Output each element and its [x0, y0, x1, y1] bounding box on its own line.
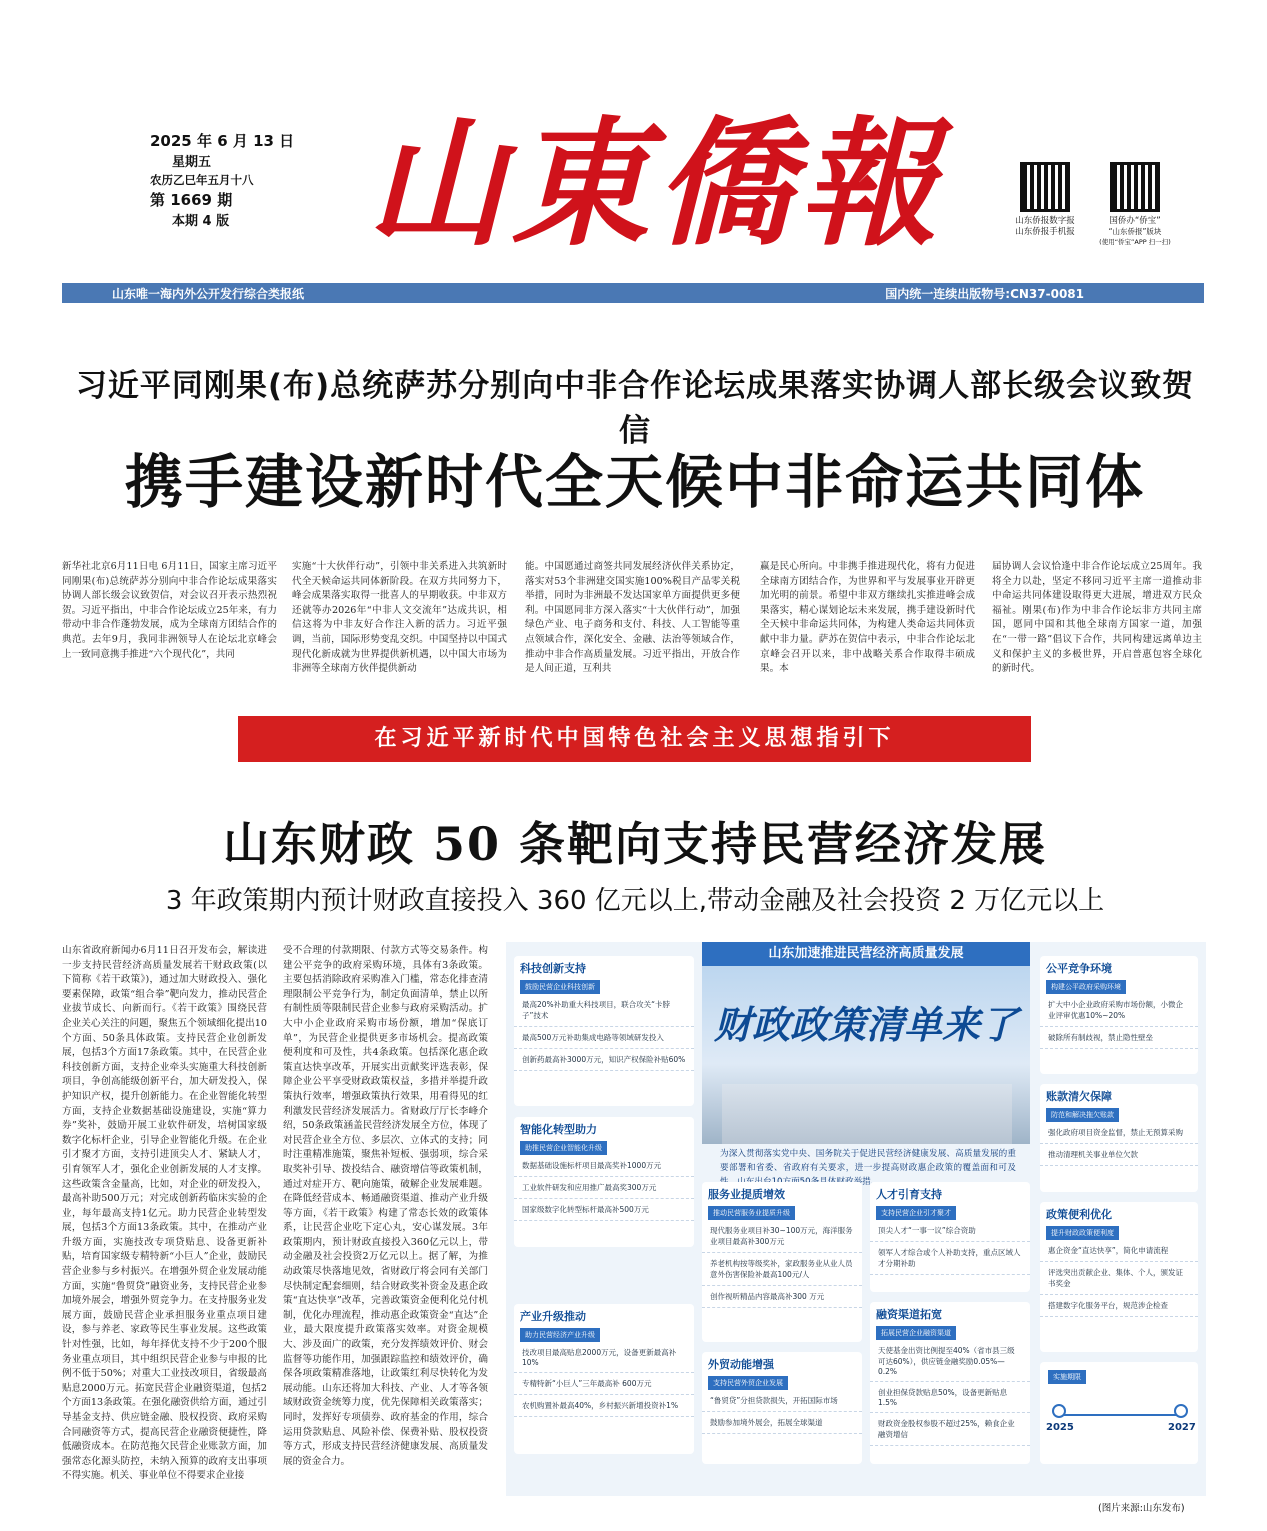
- slogan-bar: [62, 283, 1204, 303]
- list-item: 破除所有制歧视，禁止隐性壁垒: [1040, 1027, 1198, 1049]
- article1-col3: 能。中国愿通过商签共同发展经济伙伴关系协定，落实对53个非洲建交国实施100%税目产品零关税举措，同时为非洲最不发达国家单方面提供更多便利。中国愿同非方深入落实“十大伙伴行动”，加强绿色产业、电子商务和支付、科技、人工智能等重点领域合作，深化安全、金融、法治等领域合作，推动中非合作高质量发展。习近平指出，开放合作是人间正道，互利共: [525, 561, 740, 675]
- period-tag: 实施期限: [1048, 1370, 1086, 1384]
- infographic-top-title: 山东加速推进民营经济高质量发展: [702, 942, 1030, 990]
- qr-block-qiaobao: [1094, 162, 1176, 246]
- list-item: 农机购置补最高40%，乡村振兴新增投资补1%: [514, 1395, 694, 1417]
- panel-talent-title: 人才引育支持: [876, 1188, 942, 1201]
- article1-subhead: 习近平同刚果(布)总统萨苏分别向中非合作论坛成果落实协调人部长级会议致贺信: [75, 368, 1195, 449]
- qr2-label3: (使用“侨宝”APP 扫一扫): [1099, 237, 1171, 246]
- list-item: 领军人才综合或个人补助支持，重点区域人才分期补助: [870, 1242, 1030, 1275]
- panel-talent: [870, 1182, 1030, 1292]
- panel-fair: [1040, 956, 1198, 1074]
- panel-service-title: 服务业提质增效: [708, 1188, 785, 1201]
- article1-col4: 赢是民心所向。中非携手推进现代化，将有力促进全球南方团结合作，为世界和平与发展事业开辟更加光明的前景。希望中非双方继续扎实推进峰会成果落实，精心谋划论坛未来发展，携手建设新时代全天候中非命运共同体，为构建人类命运共同体贡献中非力量。萨苏在贺信中表示，中非合作论坛北京峰会召开以来，非中战略关系合作取得丰硕成果。本: [760, 561, 975, 675]
- infographic-intro: 为深入贯彻落实党中央、国务院关于促进民营经济健康发展、高质量发展的重要部署和省委、省政府有关要求，进一步提高财政惠企政策的覆盖面和可及 举措。: [720, 1149, 1016, 1187]
- panel-fair-tag: 构建公平政府采购环境: [1046, 980, 1126, 994]
- qr2-label: 国侨办“侨宝”: [1109, 216, 1161, 226]
- article2-headline: 山东财政 50 条靶向支持民营经济发展: [222, 817, 1048, 871]
- cn-number: 国内统一连续出版物号:CN37-0081: [885, 287, 1084, 301]
- article1-headline: 携手建设新时代全天候中非命运共同体: [124, 448, 1145, 516]
- infographic-hero: 财政政策清单来了: [713, 1002, 1018, 1047]
- panel-tech-title: 科技创新支持: [520, 962, 586, 975]
- list-item: 顶尖人才“一事一议”综合资助: [870, 1220, 1030, 1242]
- panel-smart: [514, 1117, 694, 1247]
- panel-period: [1040, 1362, 1198, 1464]
- panel-industry-title: 产业升级推动: [520, 1310, 586, 1323]
- slogan: 山东唯一海内外公开发行综合类报纸: [112, 287, 305, 301]
- list-item: 创业担保贷款贴息50%，设备更新贴息1.5%: [870, 1382, 1030, 1413]
- list-item: 创作视听精品内容最高补300 万元: [702, 1286, 862, 1308]
- panel-fair-title: 公平竞争环境: [1046, 962, 1112, 975]
- list-item: 财政资金股权参股不超过25%，赖食企业融资增信: [870, 1413, 1030, 1446]
- location-pin-icon: [1052, 1404, 1066, 1418]
- panel-arrears-tag: 防范和解决拖欠账款: [1046, 1108, 1119, 1122]
- qr1-label: 山东侨报数字报: [1015, 216, 1075, 226]
- list-item: 创新药最高补3000万元，知识产权保险补贴60%: [514, 1049, 694, 1071]
- list-item: 现代服务业项目补30~100万元，海洋服务业项目最高补300万元: [702, 1220, 862, 1253]
- list-item: 强化政府项目资金监督，禁止无预算采购: [1040, 1122, 1198, 1144]
- list-item: 技改项目最高贴息2000万元，设备更新最高补10%: [514, 1342, 694, 1373]
- panel-convenience-title: 政策便利优化: [1046, 1208, 1112, 1221]
- article1-col2: 实施“十大伙伴行动”，引领中非关系进入共筑新时代全天候命运共同体新阶段。在双方共同努力下，峰会成果落实取得一批喜人的早期收获。中非双方还就等办2026年“中非人文交流年”达成共识，相信这将为中非友好合作注入新的活力。习近平强调，当前，国际形势变乱交织。中国坚持以中国式现代化新成就为世界提供新机遇，以中国大市场为非洲等全球南方伙伴提供新动: [292, 561, 507, 675]
- qr1-label2: 山东侨报手机报: [1015, 227, 1075, 238]
- qr-block-digital: [1005, 162, 1085, 239]
- list-item: 推动清理机关事业单位欠款: [1040, 1144, 1198, 1166]
- list-item: 最高500万元补助集成电路等领域研发投入: [514, 1027, 694, 1049]
- list-item: 扩大中小企业政府采购市场份额，小微企业评审优惠10%~20%: [1040, 994, 1198, 1027]
- panel-service-tag: 推动民营服务业提质升级: [708, 1206, 795, 1220]
- article2-subhead: 3 年政策期内预计财政直接投入 360 亿元以上,带动金融及社会投资 2 万亿元以上: [165, 886, 1105, 916]
- list-item: “鲁贸贷”分担贷款损失，开拓国际市场: [702, 1390, 862, 1412]
- masthead-logo: [345, 100, 965, 270]
- panel-finance: [870, 1302, 1030, 1464]
- issue-number: 第 1669 期: [150, 191, 233, 210]
- panel-trade-tag: 支持民营外贸企业发展: [708, 1376, 788, 1390]
- theme-banner: 在习近平新时代中国特色社会主义思想指引下: [238, 716, 1031, 762]
- list-item: 天使基金出资比例提至40%（省市县三级可达60%），供应链金融奖励0.05%—0.2%: [870, 1340, 1030, 1382]
- lunar-date: 农历乙巳年五月十八: [150, 173, 254, 187]
- date-block: [150, 130, 350, 231]
- panel-industry-tag: 助力民营经济产业升级: [520, 1328, 600, 1342]
- image-caption: (图片来源:山东发布): [1098, 1503, 1185, 1514]
- location-pin-icon: [1174, 1404, 1188, 1418]
- panel-trade-title: 外贸动能增强: [708, 1358, 774, 1371]
- list-item: 评选突出贡献企业、集体、个人，颁发证书奖金: [1040, 1262, 1198, 1295]
- panel-trade: [702, 1352, 862, 1464]
- list-item: 最高20%补助重大科技项目，联合攻关“卡脖子”技术: [514, 994, 694, 1027]
- article1-col1: 新华社北京6月11日电 6月11日，国家主席习近平同刚果(布)总统萨苏分别向中非合作论坛成果落实协调人部长级会议致贺信，对会议召开表示热烈祝贺。习近平指出，中非合作论坛成立25年来，有力带动中非合作蓬勃发展，成为全球南方团结合作的典范。去年9月，我同非洲领导人在论坛北京峰会上一致同意携手推进“六个现代化”，共同: [62, 561, 277, 660]
- list-item: 鼓励参加境外展会，拓展全球渠道: [702, 1412, 862, 1434]
- list-item: 搭建数字化服务平台，规范涉企检查: [1040, 1295, 1198, 1317]
- panel-tech-tag: 鼓励民营企业科技创新: [520, 980, 600, 994]
- list-item: 工业软件研发和应用推广最高奖300万元: [514, 1177, 694, 1199]
- list-item: 专精特新“小巨人”三年最高补 600万元: [514, 1373, 694, 1395]
- weekday: 星期五: [172, 154, 212, 170]
- panel-arrears: [1040, 1084, 1198, 1192]
- qr-code-icon[interactable]: [1020, 162, 1070, 212]
- article2-col1: 山东省政府新闻办6月11日召开发布会，解读进一步支持民营经济高质量发展若干财政政策(以下简称《若干政策》)，通过加大财政投入、强化要素保障，政策“组合拳”靶向发力，推动民营企业拔节成长、向新而行。《若干政策》围绕民营企业关心关注的问题，聚焦五个领域细化提出10个方面、50条具体政策。支持民营企业创新发展，包括3个方面17条政策。其中，在民营企业科技创新方面，支持企业牵头实施重大科技创新项目，争创高能级创新平台，加大研发投入，保护知识产权，提升创新能力。在企业智能化转型方面，支持企业数据基础设施建设，实施“算力券”奖补，鼓励开展工业软件研发，培树国家级数字化标杆企业，引导企业智能化升级。在企业引才聚才方面，支持引进顶尖人才、紧缺人才，引育领军人才，强化企业创新发展的人才支撑。这些政策含金量高，比如，对企业的研发投入，最高补助500万元；对完成创新药临床实验的企业，每年最高支持1亿元。助力民营企业转型发展，包括3个方面13条政策。其中，在推动产业升级方面，实施技改专项贷贴息、设备更新补贴，培育国家级专精特新“小巨人”企业，鼓励民营企业参与乡村振兴。在增强外贸企业发展动能方面，实施“鲁贸贷”融资业务，支持民营企业参加境外展会，增强外贸竞争力。在支持服务业发展方面，鼓励民营企业承担服务业重点项目建设，参与养老、家政等民生事业发展。这些政策针对性强，比如，每年择优支持不少于200个服务业重点项目，其中组织民营企业参与申报的比例不低于50%；对重大工业技改项目，省级最高贴息2000万元。拓宽民营企业融资渠道，包括2个方面13条政策。在强化融资供给方面，通过引导基金支持、供应链金融、股权投资、政府采购合同融资等方式，提高民营企业融资便捷性，降低融资成本。在防范拖欠民营企业账款方面，加强常态化源头防控，未纳入预算的政府支出事项不得实施。机关、事业单位不得要求企业接: [62, 945, 267, 1482]
- list-item: 惠企资金“直达快享”，简化申请流程: [1040, 1240, 1198, 1262]
- list-item: 养老机构按等级奖补，家政服务业从业人员意外伤害保险补最高100元/人: [702, 1253, 862, 1286]
- panel-finance-tag: 拓展民营企业融资渠道: [876, 1326, 956, 1340]
- list-item: 国家级数字化转型标杆最高补500万元: [514, 1199, 694, 1221]
- panel-tech: [514, 956, 694, 1106]
- svg-text:山東僑報: 山東僑報: [366, 102, 944, 265]
- timeline-line: [1058, 1414, 1180, 1416]
- panel-finance-title: 融资渠道拓宽: [876, 1308, 942, 1321]
- panel-smart-tag: 助推民营企业智能化升级: [520, 1141, 607, 1155]
- panel-convenience: [1040, 1202, 1198, 1352]
- page-count: 本期 4 版: [172, 213, 230, 229]
- article2-col2: 受不合理的付款期限、付款方式等交易条件。构建公平竞争的政府采购环境，具体有3条政策。主要包括消除政府采购准入门槛，常态化排查清理限制公平竞争行为，制定负面清单，禁止以所有制性质等限制民营企业参与政府采购活动。扩大中小企业政府采购市场份额，增加“保底订单”，为民营企业提供更多市场机会。提高政策便利度和可及性，共4条政策。包括深化惠企政策直达快享改革，开展实出贡献奖评选表彰，保障企业公平享受财政政策权益，多措并举提升政策执行效率，增强政策执行效果，用看得见的红利激发民营经济发展活力。省财政厅厅长李峰介绍，50条政策涵盖民营经济发展全方位，体现了对民营企业全方位、多层次、立体式的支持；同时注重精准施策，聚焦补短板、强弱项，综合采取奖补引导、拨投结合、融资增信等政策机制，通过对症开方、靶向施策，破解企业发展难题。在降低经营成本、畅通融资渠道、推动产业升级等方面，《若干政策》构建了常态长效的政策体系，让民营企业吃下定心丸，安心谋发展。3年政策期内，预计财政直接投入360亿元以上，带动金融及社会投资2万亿元以上。据了解，为推动政策尽快落地见效，省财政厅将会同有关部门尽快制定配套细则，结合财政奖补资金及惠企政策“直达快享”改革，完善政策资金便利化兑付机制，优化办理流程，推动惠企政策资金“直达”企业，最大限度提升政策落实效率。对资金规模大、涉及面广的政策，充分发挥绩效评价、财会监督等功能作用，加强跟踪监控和绩效评价，确保各项政策精准落地，让政策红利尽快转化为发展动能。山东还将加大科技、产业、人才等各领域财政资金统筹力度，优先保障相关政策落实；同时，发挥好专项债券、政府基金的作用，综合运用贷款贴息、风险补偿、保费补贴、股权投资等方式，形成支持民营经济健康发展、高质量发展的资金合力。: [283, 945, 488, 1467]
- list-item: 数据基础设施标杆项目最高奖补1000万元: [514, 1155, 694, 1177]
- date: 2025 年 6 月 13 日: [150, 132, 295, 150]
- qr-code-icon[interactable]: [1110, 162, 1160, 212]
- qr2-label2: “山东侨报”版块: [1108, 227, 1162, 237]
- panel-talent-tag: 支持民营企业引才聚才: [876, 1206, 956, 1220]
- infographic: [506, 942, 1206, 1496]
- panel-smart-title: 智能化转型助力: [520, 1123, 597, 1136]
- panel-service: [702, 1182, 862, 1342]
- year-end: 2027: [1168, 1422, 1196, 1433]
- factory-building: [722, 1084, 1012, 1144]
- panel-convenience-tag: 提升财政政策便利度: [1046, 1226, 1119, 1240]
- panel-arrears-title: 账款清欠保障: [1046, 1090, 1112, 1103]
- year-start: 2025: [1046, 1422, 1074, 1433]
- factory-photo: [702, 966, 1030, 1144]
- panel-industry: [514, 1304, 694, 1454]
- article1-col5: 届协调人会议恰逢中非合作论坛成立25周年。我将全力以赴，坚定不移同习近平主席一道推动非中命运共同体建设取得更大进展，增进双方民众福祉。刚果(布)作为中非合作论坛非方共同主席国，愿同中国和其他全球南方国家一道，加强在“一带一路”倡议下合作，共同构建远离单边主义和保护主义的多极世界，开启普惠包容全球化的新时代。: [992, 561, 1202, 675]
